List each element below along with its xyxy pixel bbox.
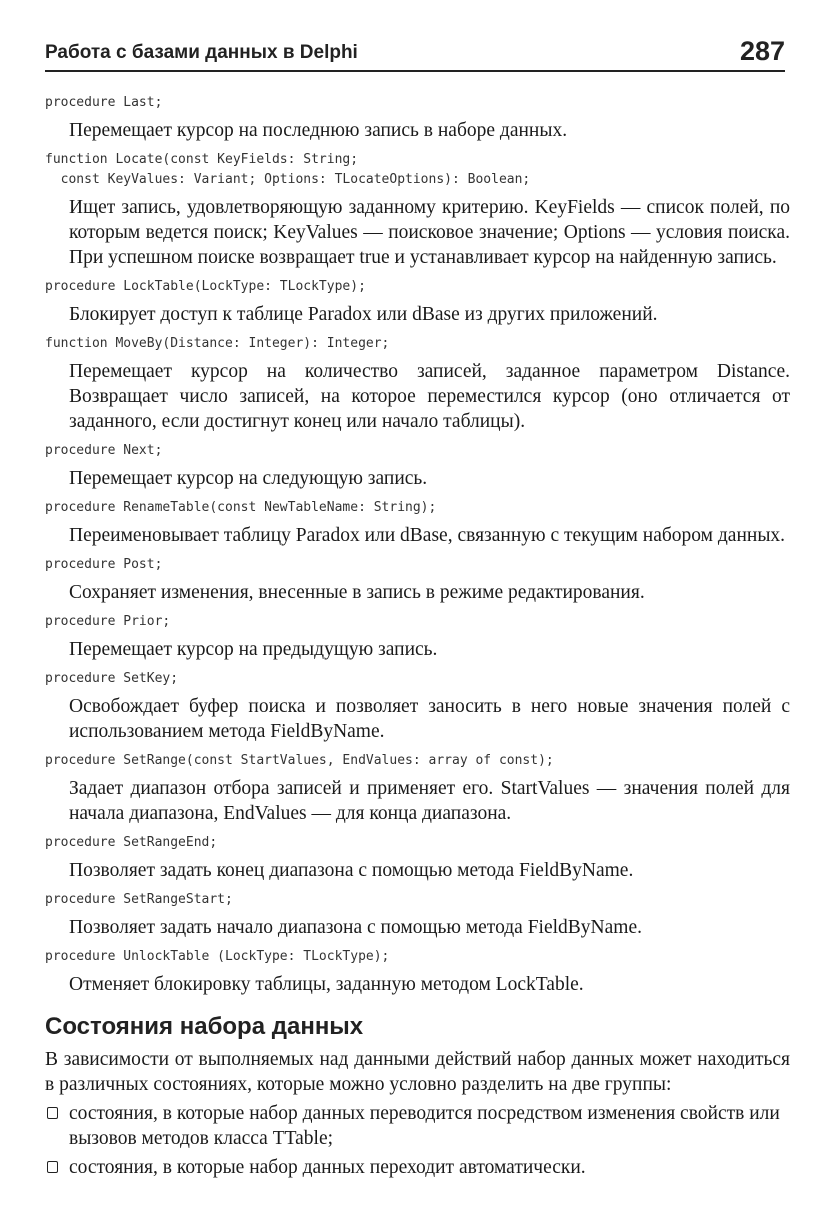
method-description: Отменяет блокировку таблицы, заданную методом LockTable.	[69, 974, 584, 995]
method-signature: procedure SetRangeStart;	[45, 892, 233, 907]
method-entry-locktable	[45, 277, 790, 327]
method-description: Освобождает буфер поиска и позволяет заносить в него новые значения полей с использованием метода FieldByName.	[69, 696, 790, 742]
method-entry-next	[45, 441, 790, 491]
method-description: Перемещает курсор на количество записей, заданное параметром Distance. Возвращает число записей, на которое переместился курсор (оно отличается от заданного, если достигнут конец или начало таблицы).	[69, 361, 790, 432]
method-signature: function Locate(const KeyFields: String; const KeyValues: Variant; Options: TLocateOptions): Boolean;	[45, 152, 531, 187]
method-description: Позволяет задать начало диапазона с помощью метода FieldByName.	[69, 917, 642, 938]
method-description: Позволяет задать конец диапазона с помощью метода FieldByName.	[69, 860, 634, 881]
method-description: Ищет запись, удовлетворяющую заданному критерию. KeyFields — список полей, по которым ведется поиск; KeyValues — поисковое значение; Options — условия поиска. При успешном поиске возвращает true и устанавливает курсор на найденную запись.	[69, 197, 790, 268]
method-signature: procedure LockTable(LockType: TLockType);	[45, 279, 366, 294]
method-description: Перемещает курсор на предыдущую запись.	[69, 639, 438, 660]
method-entry-post	[45, 555, 790, 605]
method-signature: procedure RenameTable(const NewTableName: String);	[45, 500, 437, 515]
method-description: Задает диапазон отбора записей и применяет его. StartValues — значения полей для начала диапазона, EndValues — для конца диапазона.	[69, 778, 790, 824]
method-entry-setrange	[45, 751, 790, 826]
header-title: Работа с базами данных в Delphi	[45, 42, 358, 63]
method-entry-renametable	[45, 498, 790, 548]
method-entry-moveby	[45, 334, 790, 434]
method-signature: procedure SetKey;	[45, 671, 179, 686]
checkbox-bullet-icon	[47, 1161, 58, 1173]
method-signature: procedure Post;	[45, 557, 163, 572]
method-entry-setrangestart	[45, 890, 790, 940]
method-description: Перемещает курсор на следующую запись.	[69, 468, 428, 489]
section-paragraph: В зависимости от выполняемых над данными действий набор данных может находиться в различных состояниях, которые можно условно разделить на две группы:	[45, 1049, 790, 1095]
section-heading: Состояния набора данных	[45, 1013, 364, 1040]
method-signature: procedure Next;	[45, 443, 163, 458]
method-entry-locate	[45, 150, 790, 270]
method-description: Переименовывает таблицу Paradox или dBase, связанную с текущим набором данных.	[69, 525, 786, 546]
checkbox-bullet-icon	[47, 1107, 58, 1119]
bullet-list	[45, 1101, 790, 1180]
page-number: 287	[739, 36, 785, 66]
method-signature: function MoveBy(Distance: Integer): Integer;	[45, 336, 390, 351]
running-header	[45, 36, 785, 72]
method-entry-setrangeend	[45, 833, 790, 883]
method-description: Перемещает курсор на последнюю запись в наборе данных.	[69, 120, 568, 141]
list-item-text: состояния, в которые набор данных переходит автоматически.	[69, 1157, 586, 1178]
method-signature: procedure UnlockTable (LockType: TLockType);	[45, 949, 390, 964]
method-signature: procedure Prior;	[45, 614, 171, 629]
method-entry-last	[45, 93, 790, 143]
method-entry-setkey	[45, 669, 790, 744]
method-entry-prior	[45, 612, 790, 662]
method-description: Сохраняет изменения, внесенные в запись в режиме редактирования.	[69, 582, 645, 603]
method-signature: procedure SetRange(const StartValues, EndValues: array of const);	[45, 753, 554, 768]
method-description: Блокирует доступ к таблице Paradox или dBase из других приложений.	[69, 304, 658, 325]
list-item-text: состояния, в которые набор данных переводится посредством изменения свойств или вызовов методов класса TTable;	[69, 1103, 780, 1149]
method-entry-unlocktable	[45, 947, 790, 997]
method-signature: procedure Last;	[45, 95, 163, 110]
method-signature: procedure SetRangeEnd;	[45, 835, 218, 850]
page-content	[45, 93, 790, 1180]
list-item	[45, 1155, 790, 1180]
list-item	[45, 1101, 790, 1151]
